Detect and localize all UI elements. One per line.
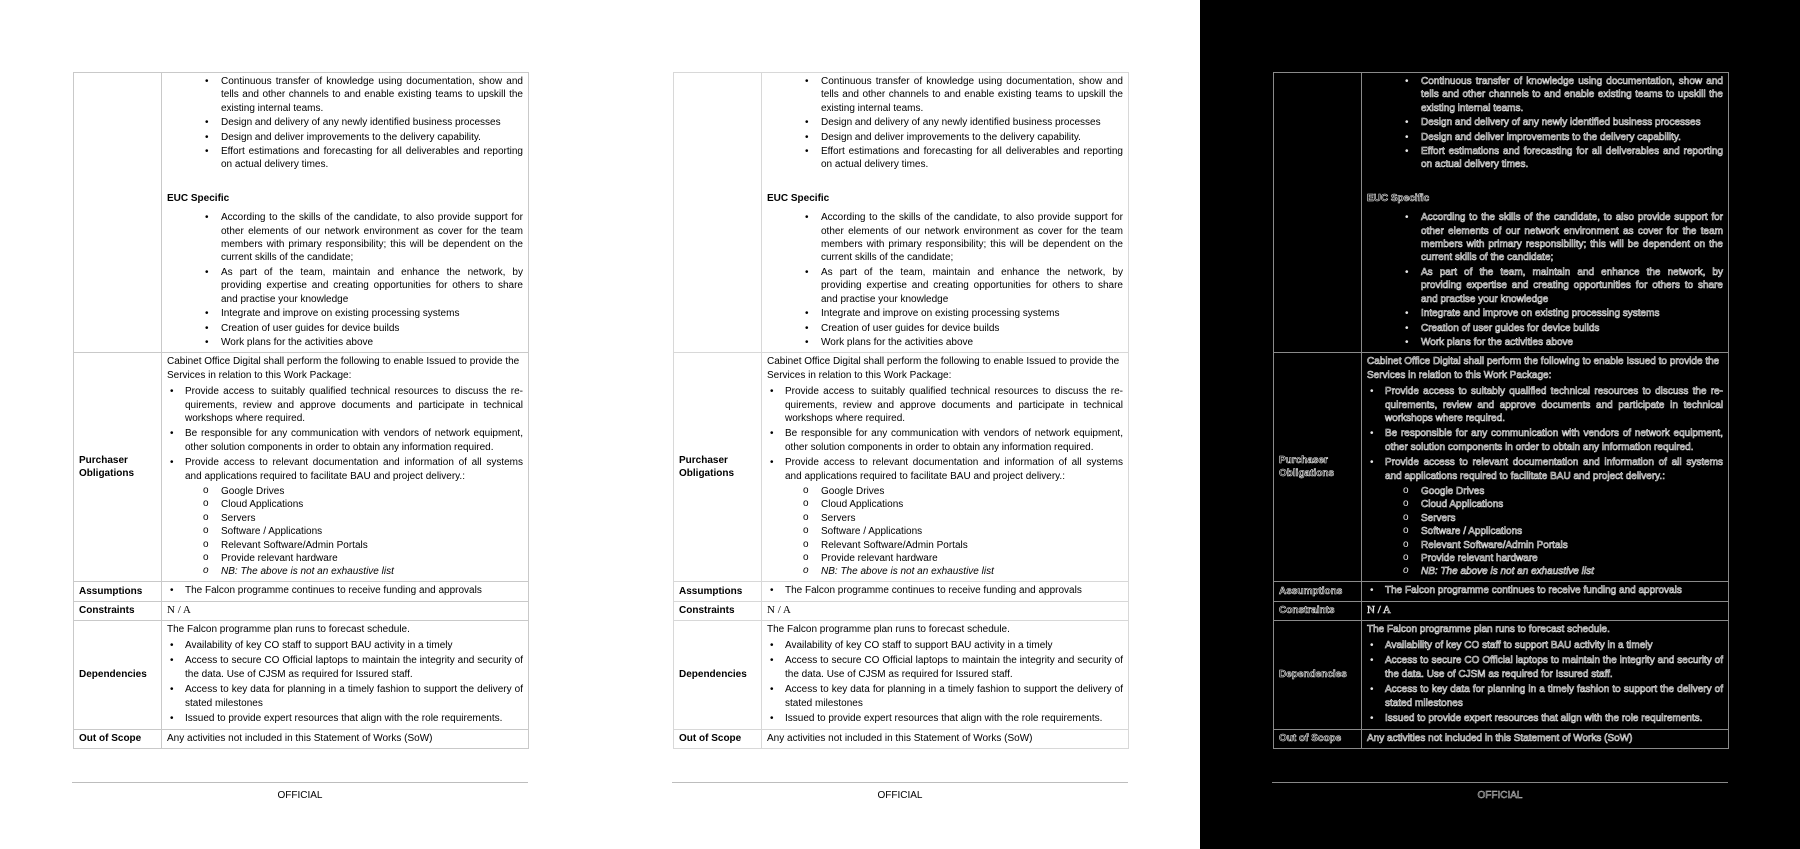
list-item: o Relevant Software/Admin Portals <box>1367 539 1723 552</box>
dependencies-cell <box>1362 620 1729 730</box>
dependencies-label: Dependencies <box>674 620 762 730</box>
purchaser-cell <box>762 353 1129 582</box>
out-of-scope-value: Any activities not included in this Statement of Works (SoW) <box>162 730 529 748</box>
euc-heading: EUC Specific <box>767 192 830 204</box>
list-item: • Availability of key CO staff to support BAU activity in a timely <box>767 639 1123 652</box>
list-item: • Design and delivery of any newly identified business processes <box>1367 116 1723 129</box>
list-item: • Be responsible for any communication with vendors of network equipment, other solution components in order to obtain any information required. <box>767 427 1123 454</box>
list-item: • Provide access to suitably qualified technical resources to discuss the re-quirements, review and approve documents and participate in technical workshops where required. <box>167 385 523 425</box>
list-item: • Creation of user guides for device builds <box>167 322 523 335</box>
assumptions-label: Assumptions <box>1274 581 1362 601</box>
table-row <box>74 730 529 748</box>
euc-bullet-list <box>767 211 1123 349</box>
list-item: o Provide relevant hardware <box>167 552 523 565</box>
list-item: • Access to secure CO Official laptops to maintain the integrity and security of the data. Use of CJSM as required for Issured staff. <box>167 654 523 681</box>
list-item: • Issued to provide expert resources that align with the role requirements. <box>767 712 1123 725</box>
table-row <box>74 602 529 620</box>
out-of-scope-value: Any activities not included in this Statement of Works (SoW) <box>1362 730 1729 748</box>
document-page <box>1273 72 1729 749</box>
assumptions-label: Assumptions <box>674 581 762 601</box>
list-item: • According to the skills of the candidate, to also provide support for other elements of our network environment as cover for the team members with primary responsibility; this will be dependent on the current skills of the candidate; <box>767 211 1123 265</box>
list-item: • Integrate and improve on existing processing systems <box>167 307 523 320</box>
purchaser-label: Purchaser Obligations <box>74 353 162 582</box>
list-item: • Design and deliver improvements to the delivery capability. <box>167 131 523 144</box>
list-item: • Access to secure CO Official laptops to maintain the integrity and security of the data. Use of CJSM as required for Issured staff. <box>767 654 1123 681</box>
purchaser-sub-list <box>167 485 523 579</box>
table-row <box>74 73 529 353</box>
list-item: • Effort estimations and forecasting for all deliverables and reporting on actual delivery times. <box>1367 145 1723 172</box>
list-item: o Servers <box>167 512 523 525</box>
top-bullet-list <box>167 75 523 172</box>
list-item: o Relevant Software/Admin Portals <box>767 539 1123 552</box>
list-item: o Cloud Applications <box>167 498 523 511</box>
list-item: o Relevant Software/Admin Portals <box>167 539 523 552</box>
list-item: • Access to secure CO Official laptops to maintain the integrity and security of the data. Use of CJSM as required for Issured staff. <box>1367 654 1723 681</box>
dependencies-cell <box>162 620 529 730</box>
responsibilities-cell <box>162 73 529 353</box>
document-page <box>73 72 529 749</box>
list-item: o Software / Applications <box>167 525 523 538</box>
list-item: • As part of the team, maintain and enhance the network, by providing expertise and creating opportunities for others to share and practise your knowledge <box>1367 266 1723 306</box>
constraints-label: Constraints <box>1274 602 1362 620</box>
top-bullet-list <box>1367 75 1723 172</box>
responsibilities-cell <box>762 73 1129 353</box>
footer-rule <box>1272 782 1728 783</box>
list-item: • Creation of user guides for device builds <box>767 322 1123 335</box>
list-item: • As part of the team, maintain and enhance the network, by providing expertise and creating opportunities for others to share and practise your knowledge <box>167 266 523 306</box>
constraints-value: N / A <box>1362 602 1729 620</box>
list-item: • Integrate and improve on existing processing systems <box>767 307 1123 320</box>
list-item: o Provide relevant hardware <box>767 552 1123 565</box>
table-row <box>74 620 529 730</box>
assumptions-list <box>767 584 1123 597</box>
table-row <box>674 620 1129 730</box>
table-row <box>674 353 1129 582</box>
list-item: • As part of the team, maintain and enhance the network, by providing expertise and creating opportunities for others to share and practise your knowledge <box>767 266 1123 306</box>
table-row <box>674 602 1129 620</box>
row-header-empty <box>1274 73 1362 353</box>
table-row <box>1274 353 1729 582</box>
dependencies-list <box>767 639 1123 725</box>
list-item: • Effort estimations and forecasting for all deliverables and reporting on actual delivery times. <box>767 145 1123 172</box>
euc-heading: EUC Specific <box>1367 192 1430 204</box>
list-item: • The Falcon programme continues to receive funding and approvals <box>1367 584 1723 597</box>
constraints-label: Constraints <box>674 602 762 620</box>
exhaustive-note: o NB: The above is not an exhaustive list <box>1367 565 1723 578</box>
table-row <box>1274 581 1729 601</box>
list-item: • Be responsible for any communication with vendors of network equipment, other solution components in order to obtain any information required. <box>1367 427 1723 454</box>
footer-classification: OFFICIAL <box>277 790 323 801</box>
list-item: o Google Drives <box>167 485 523 498</box>
list-item: o Google Drives <box>767 485 1123 498</box>
table-row <box>1274 730 1729 748</box>
purchaser-label: Purchaser Obligations <box>674 353 762 582</box>
list-item: • Issued to provide expert resources that align with the role requirements. <box>167 712 523 725</box>
dependencies-label: Dependencies <box>74 620 162 730</box>
list-item: • Provide access to relevant documentation and information of all systems and applications required to facilitate BAU and project delivery.: <box>1367 456 1723 483</box>
assumptions-cell <box>1362 581 1729 601</box>
purchaser-sub-list <box>767 485 1123 579</box>
footer-rule <box>672 782 1128 783</box>
table-row <box>1274 620 1729 730</box>
constraints-value: N / A <box>762 602 1129 620</box>
exhaustive-note: o NB: The above is not an exhaustive list <box>167 565 523 578</box>
footer-classification: OFFICIAL <box>877 790 923 801</box>
constraints-value: N / A <box>162 602 529 620</box>
page-view-center <box>600 0 1200 849</box>
list-item: • Issued to provide expert resources that align with the role requirements. <box>1367 712 1723 725</box>
list-item: o Provide relevant hardware <box>1367 552 1723 565</box>
dependencies-list <box>1367 639 1723 725</box>
table-row <box>74 353 529 582</box>
list-item: o Software / Applications <box>767 525 1123 538</box>
list-item: • Work plans for the activities above <box>767 336 1123 349</box>
dependencies-intro: The Falcon programme plan runs to forecast schedule. <box>167 623 410 635</box>
table-row <box>1274 602 1729 620</box>
table-row <box>674 73 1129 353</box>
page-view-right-inverted <box>1200 0 1800 849</box>
list-item: o Software / Applications <box>1367 525 1723 538</box>
list-item: o Cloud Applications <box>1367 498 1723 511</box>
list-item: • Creation of user guides for device builds <box>1367 322 1723 335</box>
list-item: • Effort estimations and forecasting for all deliverables and reporting on actual delivery times. <box>167 145 523 172</box>
out-of-scope-label: Out of Scope <box>674 730 762 748</box>
out-of-scope-label: Out of Scope <box>1274 730 1362 748</box>
work-package-table <box>673 72 1129 749</box>
purchaser-intro: Cabinet Office Digital shall perform the following to enable Issued to provide the Services in relation to this Work Package: <box>1367 356 1720 381</box>
list-item: • Availability of key CO staff to support BAU activity in a timely <box>1367 639 1723 652</box>
euc-bullet-list <box>1367 211 1723 349</box>
dependencies-intro: The Falcon programme plan runs to forecast schedule. <box>767 623 1010 635</box>
list-item: • Access to key data for planning in a timely fashion to support the delivery of stated milestones <box>767 683 1123 710</box>
out-of-scope-label: Out of Scope <box>74 730 162 748</box>
out-of-scope-value: Any activities not included in this Statement of Works (SoW) <box>762 730 1129 748</box>
list-item: • Integrate and improve on existing processing systems <box>1367 307 1723 320</box>
purchaser-bullet-list <box>167 385 523 483</box>
table-row <box>1274 73 1729 353</box>
list-item: • Provide access to suitably qualified technical resources to discuss the re-quirements, review and approve documents and participate in technical workshops where required. <box>767 385 1123 425</box>
dependencies-cell <box>762 620 1129 730</box>
purchaser-intro: Cabinet Office Digital shall perform the following to enable Issued to provide the Services in relation to this Work Package: <box>767 356 1120 381</box>
euc-bullet-list <box>167 211 523 349</box>
assumptions-list <box>167 584 523 597</box>
list-item: • According to the skills of the candidate, to also provide support for other elements of our network environment as cover for the team members with primary responsibility; this will be dependent on the current skills of the candidate; <box>167 211 523 265</box>
list-item: • Access to key data for planning in a timely fashion to support the delivery of stated milestones <box>167 683 523 710</box>
list-item: • Provide access to suitably qualified technical resources to discuss the re-quirements, review and approve documents and participate in technical workshops where required. <box>1367 385 1723 425</box>
euc-heading: EUC Specific <box>167 192 230 204</box>
assumptions-label: Assumptions <box>74 581 162 601</box>
list-item: • Availability of key CO staff to support BAU activity in a timely <box>167 639 523 652</box>
list-item: • Design and delivery of any newly identified business processes <box>167 116 523 129</box>
row-header-empty <box>674 73 762 353</box>
assumptions-cell <box>762 581 1129 601</box>
document-page <box>673 72 1129 749</box>
exhaustive-note: o NB: The above is not an exhaustive list <box>767 565 1123 578</box>
dependencies-label: Dependencies <box>1274 620 1362 730</box>
list-item: o Servers <box>767 512 1123 525</box>
page-view-left <box>0 0 600 849</box>
list-item: • Provide access to relevant documentation and information of all systems and applications required to facilitate BAU and project delivery.: <box>767 456 1123 483</box>
footer-classification: OFFICIAL <box>1477 790 1523 801</box>
work-package-table <box>73 72 529 749</box>
list-item: o Servers <box>1367 512 1723 525</box>
assumptions-list <box>1367 584 1723 597</box>
work-package-table <box>1273 72 1729 749</box>
list-item: • Design and delivery of any newly identified business processes <box>767 116 1123 129</box>
dependencies-intro: The Falcon programme plan runs to forecast schedule. <box>1367 623 1610 635</box>
list-item: • Continuous transfer of knowledge using documentation, show and tells and other channels to and enable existing teams to upskill the existing internal teams. <box>767 75 1123 115</box>
list-item: • Provide access to relevant documentation and information of all systems and applications required to facilitate BAU and project delivery.: <box>167 456 523 483</box>
purchaser-sub-list <box>1367 485 1723 579</box>
row-header-empty <box>74 73 162 353</box>
list-item: • According to the skills of the candidate, to also provide support for other elements of our network environment as cover for the team members with primary responsibility; this will be dependent on the current skills of the candidate; <box>1367 211 1723 265</box>
list-item: • The Falcon programme continues to receive funding and approvals <box>167 584 523 597</box>
list-item: o Cloud Applications <box>767 498 1123 511</box>
top-bullet-list <box>767 75 1123 172</box>
purchaser-intro: Cabinet Office Digital shall perform the following to enable Issued to provide the Services in relation to this Work Package: <box>167 356 520 381</box>
purchaser-cell <box>1362 353 1729 582</box>
purchaser-cell <box>162 353 529 582</box>
constraints-label: Constraints <box>74 602 162 620</box>
list-item: • Design and deliver improvements to the delivery capability. <box>767 131 1123 144</box>
list-item: • Work plans for the activities above <box>167 336 523 349</box>
purchaser-label: Purchaser Obligations <box>1274 353 1362 582</box>
list-item: • Continuous transfer of knowledge using documentation, show and tells and other channels to and enable existing teams to upskill the existing internal teams. <box>167 75 523 115</box>
list-item: • Work plans for the activities above <box>1367 336 1723 349</box>
list-item: • The Falcon programme continues to receive funding and approvals <box>767 584 1123 597</box>
table-row <box>674 581 1129 601</box>
dependencies-list <box>167 639 523 725</box>
purchaser-bullet-list <box>1367 385 1723 483</box>
list-item: • Be responsible for any communication with vendors of network equipment, other solution components in order to obtain any information required. <box>167 427 523 454</box>
list-item: • Access to key data for planning in a timely fashion to support the delivery of stated milestones <box>1367 683 1723 710</box>
list-item: • Design and deliver improvements to the delivery capability. <box>1367 131 1723 144</box>
list-item: • Continuous transfer of knowledge using documentation, show and tells and other channels to and enable existing teams to upskill the existing internal teams. <box>1367 75 1723 115</box>
table-row <box>74 581 529 601</box>
table-row <box>674 730 1129 748</box>
purchaser-bullet-list <box>767 385 1123 483</box>
list-item: o Google Drives <box>1367 485 1723 498</box>
responsibilities-cell <box>1362 73 1729 353</box>
assumptions-cell <box>162 581 529 601</box>
footer-rule <box>72 782 528 783</box>
